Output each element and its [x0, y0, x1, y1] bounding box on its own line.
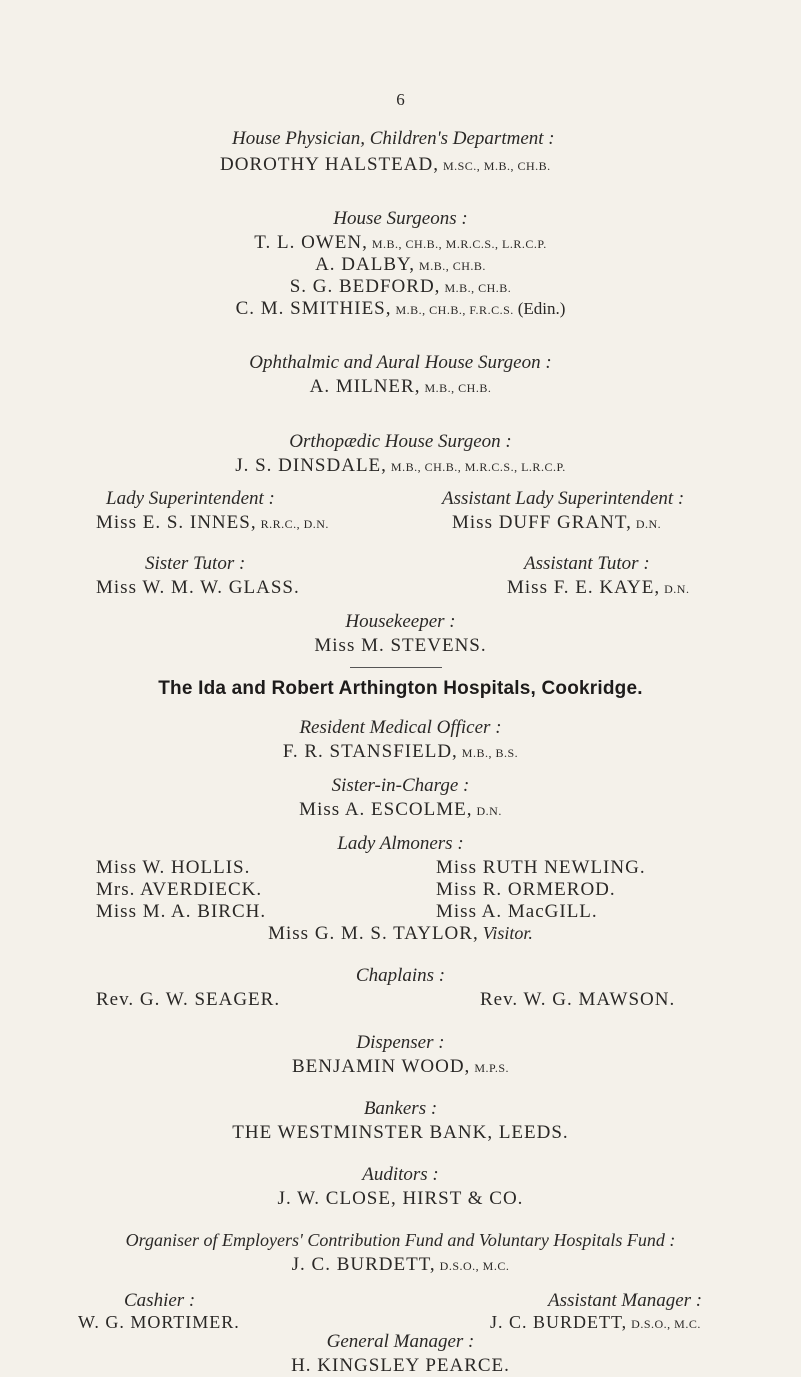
assistant-tutor-title: Assistant Tutor : [524, 553, 650, 574]
orthopaedic-title: Orthopædic House Surgeon : [289, 431, 512, 452]
house-surgeon-entry [0, 254, 801, 276]
assistant-lady-superintendent-line [452, 512, 661, 534]
section-divider [350, 667, 442, 668]
house-surgeon-entry [0, 232, 801, 254]
lady-almoners-title: Lady Almoners : [337, 833, 464, 854]
ophthalmic-name: A. MILNER, [309, 376, 421, 397]
assistant-tutor-quals: D.N. [664, 582, 690, 596]
page-number: 6 [396, 90, 405, 109]
house-surgeon-entry [0, 298, 801, 320]
ophthalmic-quals: M.B., CH.B. [424, 381, 492, 395]
auditors-name: J. W. CLOSE, HIRST & CO. [277, 1188, 524, 1209]
assistant-manager-name: J. C. BURDETT, [490, 1312, 628, 1332]
sister-in-charge-line [0, 799, 801, 821]
chaplain-name: Rev. W. G. MAWSON. [480, 989, 676, 1010]
assistant-manager-title: Assistant Manager : [548, 1290, 703, 1311]
lady-almoner-name: Miss M. A. BIRCH. [96, 901, 267, 922]
lady-almoner-name: Miss R. ORMEROD. [436, 879, 616, 900]
house-surgeon-name: S. G. BEDFORD, [289, 276, 441, 297]
dispenser-quals: M.P.S. [474, 1061, 509, 1075]
house-surgeons-title: House Surgeons : [333, 208, 468, 229]
sister-in-charge-title: Sister-in-Charge : [331, 775, 470, 796]
organiser-quals: D.S.O., M.C. [439, 1259, 510, 1273]
chaplains-title: Chaplains : [355, 965, 446, 986]
house-physician-name: DOROTHY HALSTEAD, [220, 154, 439, 175]
organiser-name: J. C. BURDETT, [291, 1254, 436, 1275]
house-surgeon-quals: M.B., CH.B. [419, 259, 486, 273]
lady-superintendent-name: Miss E. S. INNES, [96, 512, 257, 533]
assistant-manager-quals: D.S.O., M.C. [631, 1317, 701, 1331]
house-physician-line [220, 154, 551, 176]
house-surgeon-suffix: (Edin.) [517, 299, 566, 318]
general-manager-title: General Manager : [326, 1331, 475, 1352]
house-physician-title: House Physician, Children's Department : [232, 128, 555, 149]
lady-almoner-name: Miss RUTH NEWLING. [436, 857, 646, 878]
dispenser-title: Dispenser : [356, 1032, 445, 1053]
lady-superintendent-quals: R.R.C., D.N. [260, 517, 329, 531]
orthopaedic-name: J. S. DINSDALE, [235, 455, 387, 476]
resident-medical-officer-quals: M.B., B.S. [461, 746, 519, 760]
chaplain-name: Rev. G. W. SEAGER. [96, 989, 281, 1010]
lady-almoner-name: Miss A. MacGILL. [436, 901, 598, 922]
house-surgeon-name: T. L. OWEN, [254, 232, 368, 253]
sister-in-charge-name: Miss A. ESCOLME, [299, 799, 473, 820]
general-manager-name: H. KINGSLEY PEARCE. [291, 1355, 510, 1376]
housekeeper-title: Housekeeper : [345, 611, 456, 632]
assistant-lady-superintendent-title: Assistant Lady Superintendent : [442, 488, 685, 509]
assistant-manager-line [490, 1312, 701, 1333]
bankers-name: THE WESTMINSTER BANK, LEEDS. [232, 1122, 569, 1143]
house-physician-quals: M.SC., M.B., CH.B. [442, 159, 551, 173]
lady-almoner-name: Mrs. AVERDIECK. [96, 879, 263, 900]
house-surgeon-quals: M.B., CH.B., F.R.C.S. [395, 303, 514, 317]
resident-medical-officer-name: F. R. STANSFIELD, [282, 741, 458, 762]
hospital-heading: The Ida and Robert Arthington Hospitals, Cookridge. [158, 678, 643, 699]
organiser-line [0, 1254, 801, 1276]
cashier-title: Cashier : [124, 1290, 196, 1311]
dispenser-name: BENJAMIN WOOD, [292, 1056, 471, 1077]
sister-in-charge-quals: D.N. [476, 804, 502, 818]
sister-tutor-name: Miss W. M. W. GLASS. [96, 577, 300, 598]
house-surgeon-name: C. M. SMITHIES, [235, 298, 392, 319]
organiser-title: Organiser of Employers' Contribution Fund and Voluntary Hospitals Fund : [125, 1230, 676, 1250]
resident-medical-officer-title: Resident Medical Officer : [299, 717, 502, 738]
ophthalmic-title: Ophthalmic and Aural House Surgeon : [249, 352, 552, 373]
assistant-lady-superintendent-quals: D.N. [635, 517, 662, 531]
lady-almoner-name: Miss G. M. S. TAYLOR, [268, 923, 479, 944]
orthopaedic-line [0, 455, 801, 477]
bankers-title: Bankers : [363, 1098, 438, 1119]
dispenser-line [0, 1056, 801, 1078]
house-surgeon-name: A. DALBY, [315, 254, 416, 275]
lady-almoner-visitor-label: Visitor. [482, 923, 533, 943]
house-surgeon-quals: M.B., CH.B., M.R.C.S., L.R.C.P. [371, 237, 547, 251]
assistant-tutor-name: Miss F. E. KAYE, [507, 577, 661, 598]
house-surgeon-quals: M.B., CH.B. [444, 281, 512, 295]
auditors-title: Auditors : [362, 1164, 439, 1185]
cashier-name: W. G. MORTIMER. [78, 1312, 240, 1332]
lady-superintendent-line [96, 512, 329, 534]
sister-tutor-title: Sister Tutor : [145, 553, 246, 574]
ophthalmic-line [0, 376, 801, 398]
housekeeper-name: Miss M. STEVENS. [314, 635, 487, 656]
lady-almoner-visitor-line [0, 923, 801, 945]
assistant-tutor-line [507, 577, 689, 599]
house-surgeon-entry [0, 276, 801, 298]
resident-medical-officer-line [0, 741, 801, 763]
lady-superintendent-title: Lady Superintendent : [106, 488, 275, 509]
assistant-lady-superintendent-name: Miss DUFF GRANT, [452, 512, 632, 533]
orthopaedic-quals: M.B., CH.B., M.R.C.S., L.R.C.P. [390, 460, 566, 474]
lady-almoner-name: Miss W. HOLLIS. [96, 857, 251, 878]
